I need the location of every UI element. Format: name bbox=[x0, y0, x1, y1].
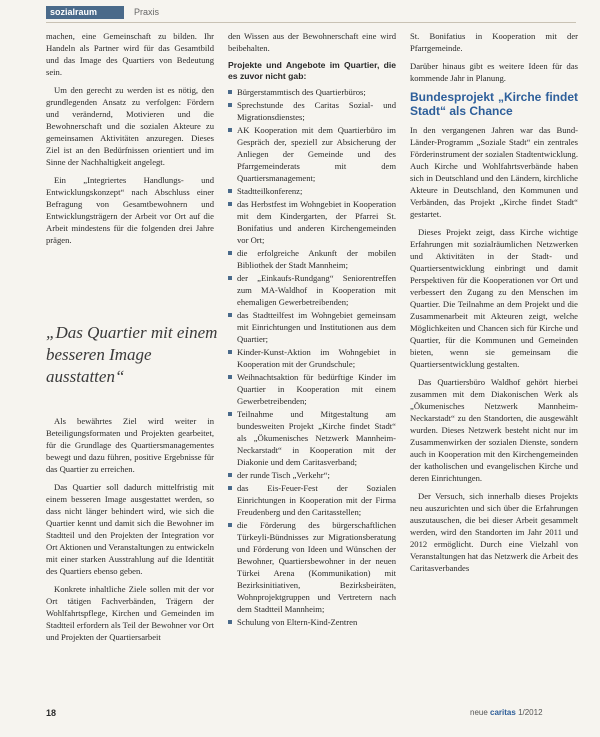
list-item: Bürgerstammtisch des Quartierbüros; bbox=[228, 86, 396, 98]
page-footer bbox=[0, 700, 600, 737]
list-item: das Eis-Feuer-Fest der Sozialen Einrichtungen in Kooperation mit der Firma Freudenberg und den Caritasstellen; bbox=[228, 482, 396, 518]
list-item: Kinder-Kunst-Aktion im Wohngebiet in Kooperation mit der Grundschule; bbox=[228, 346, 396, 370]
page-number: 18 bbox=[46, 708, 57, 718]
magazine-footer bbox=[470, 708, 543, 717]
section-heading: Bundesprojekt „Kirche findet Stadt“ als Chance bbox=[410, 90, 578, 118]
list-item: Weihnachtsaktion für bedürftige Kinder im Quartier in Kooperation mit einem Gewerbetreibenden; bbox=[228, 371, 396, 407]
paragraph: machen, eine Gemeinschaft zu bilden. Ihr Handeln als Partner wird für das Gesamtbild und das Image des Quartiers von Bedeutung sein. bbox=[46, 31, 214, 77]
pull-quote: „Das Quartier mit einem besseren Image ausstatten“ bbox=[46, 323, 218, 386]
list-item: AK Kooperation mit dem Quartierbüro im Gespräch der, speziell zur Absicherung der Anliegen der Gemeinde und des Pfarrgemeinderats mit dem Quartiersmanagement; bbox=[228, 124, 396, 184]
section-tag: sozialraum bbox=[46, 6, 124, 19]
column-2 bbox=[228, 30, 396, 629]
list-item: die erfolgreiche Ankunft der mobilen Bibliothek der Stadt Mannheim; bbox=[228, 247, 396, 271]
list-heading: Projekte und Angebote im Quartier, die es zuvor nicht gab: bbox=[228, 60, 396, 81]
list-item: Sprechstunde des Caritas Sozial- und Migrationsdienstes; bbox=[228, 99, 396, 123]
paragraph: den Wissen aus der Bewohnerschaft eine wird beibehalten. bbox=[228, 31, 396, 53]
list-item: das Herbstfest im Wohngebiet in Kooperation mit dem Kindergarten, der Pfarrei St. Bonifatius und anderen Kirchengemeinden vor Ort; bbox=[228, 198, 396, 246]
paragraph: Ein „Integriertes Handlungs- und Entwicklungskonzept“ nach Abschluss einer Befragung von Gesamtbewohnern und Entwicklungsträgern der Arbeit vor Ort auf die Arbeit mindestens für die folgenden drei Jahre prägen. bbox=[46, 175, 214, 245]
paragraph: St. Bonifatius in Kooperation mit der Pfarrgemeinde. bbox=[410, 31, 578, 53]
column-1 bbox=[46, 30, 214, 252]
magazine-prefix: neue bbox=[470, 708, 488, 717]
list-item: der runde Tisch „Verkehr“; bbox=[228, 469, 396, 481]
paragraph: Dieses Projekt zeigt, dass Kirche wichtige Erfahrungen mit sozialräumlichen Netzwerken und Aktivitäten in der Stadt- und Quartiersentwicklung einbringt und damit Perspektiven für die Kooperationen vor Ort und verbessert den Zugang zu den Menschen im Quartier. Die Teilnahme an dem Projekt und die Zusammenarbeit mit Akteuren zeigt, welche Möglichkeiten und Chancen sich für Kirche und Quartier, für die Kommunen und Gemeinden bieten, wenn sie gemeinsam die Quartiersentwicklung gestalten. bbox=[410, 227, 578, 369]
paragraph: Konkrete inhaltliche Ziele sollen mit der vor Ort tätigen Fachverbänden, Trägern der Wohlfahrtspflege, Kirchen und Gemeinden im Stadtteil erfordern als Teil der Bewohner vor Ort und Projekten der Quartiersarbeit bbox=[46, 584, 214, 642]
paragraph: Um den gerecht zu werden ist es nötig, den grundlegenden Ansatz zu verfolgen: Fördern und verändernd, Motivieren und die Bewohnerschaft und die sozialen Akteure zu gemeinsamen Aktivitäten anzuregen. Dieses Ziel ist an den Bedürfnissen orientiert und im Sinne der Nachhaltigkeit angelegt. bbox=[46, 85, 214, 167]
list-item: die Förderung des bürgerschaftlichen Türkeyli-Bündnisses zur Migrationsberatung und Förderung von Ideen und Wünschen der Bewohner, Quartiersbewohner in der neuen Türkei Arena (Kommunikation) mit Bezirksinitiativen, Bezirksbeiräten, Wohnprojektgruppen und Vertretern nach dem Stadtteil Mannheim; bbox=[228, 519, 396, 615]
paragraph: Das Quartier soll dadurch mittelfristig mit einem besseren Image ausgestattet werden, so dass nicht länger behindert wird, wie sich die Quartier kennt und damit sich die Bewohner im Stadtteil und den Projekten der Integration vor Ort Aktionen und Veranstaltungen zu entwickeln mit einer starken Ausstrahlung auf die Identität des Quartiers ebenso geben. bbox=[46, 482, 214, 576]
magazine-name: caritas bbox=[490, 708, 516, 717]
paragraph: Das Quartiersbüro Waldhof gehört hierbei zusammen mit dem Diakonischen Werk als „Ökumenisches Netzwerk Mannheim-Neckarstadt“ zu den Standorten, die ausgewählt wurden. Dieses Netzwerk besteht nicht nur im Zusammenwirken der sozialen Dienste, sondern auch in Kooperation mit den Kirchengemeinden der katholischen und evangelischen Kirche und deren Einrichtungen. bbox=[410, 377, 578, 483]
project-list bbox=[228, 86, 396, 628]
issue-number: 1/2012 bbox=[518, 708, 543, 717]
list-item: Schulung von Eltern-Kind-Zentren bbox=[228, 616, 396, 628]
paragraph: Darüber hinaus gibt es weitere Ideen für das kommende Jahr in Planung. bbox=[410, 61, 578, 83]
column-3 bbox=[410, 30, 578, 580]
paragraph: Der Versuch, sich innerhalb dieses Projekts neu auszurichten und sich über die Erfahrungen auszutauschen, die bei dieser Arbeit gesammelt werden, wird den Standorten im Jahr 2011 und 2012 ermöglicht. Durch eine Vielzahl von Veranstaltungen hat das Netzwerk die Arbeit des Caritasverbandes bbox=[410, 491, 578, 573]
list-item: Teilnahme und Mitgestaltung am bundesweiten Projekt „Kirche findet Stadt“ als „Ökumenisches Netzwerk Mannheim-Neckarstadt“ in Kooperation mit der Diakonie und dem Caritasverband; bbox=[228, 408, 396, 468]
paragraph: Als bewährtes Ziel wird weiter in Beteiligungsformaten und Projekten gearbeitet, für die Grundlage des Quartiersmanagementes bewegt und dazu führen, positive Ergebnisse für das Quartier zu erreichen. bbox=[46, 416, 214, 474]
section-subtitle: Praxis bbox=[134, 7, 160, 17]
list-item: das Stadtteilfest im Wohngebiet gemeinsam mit Einrichtungen und Institutionen aus dem Quartier; bbox=[228, 309, 396, 345]
list-item: der „Einkaufs-Rundgang“ Seniorentreffen zum MA-Waldhof in Kooperation mit ehemaligen Gewerbetreibenden; bbox=[228, 272, 396, 308]
column-1-continued bbox=[46, 415, 214, 649]
page-header bbox=[0, 0, 600, 26]
paragraph: In den vergangenen Jahren war das Bund-Länder-Programm „Soziale Stadt“ ein zentrales Förderinstrument der sozialen Stadtentwicklung. Auch Kirche und Wohlfahrtsverbände haben sich in Deutschland und den Ländern, kirchliche Akteure in Deutschland, den Kommunen und Verbänden, das Projekt „Kirche findet Stadt“ gestartet. bbox=[410, 125, 578, 219]
list-item: Stadtteilkonferenz; bbox=[228, 185, 396, 197]
header-rule bbox=[46, 22, 576, 23]
